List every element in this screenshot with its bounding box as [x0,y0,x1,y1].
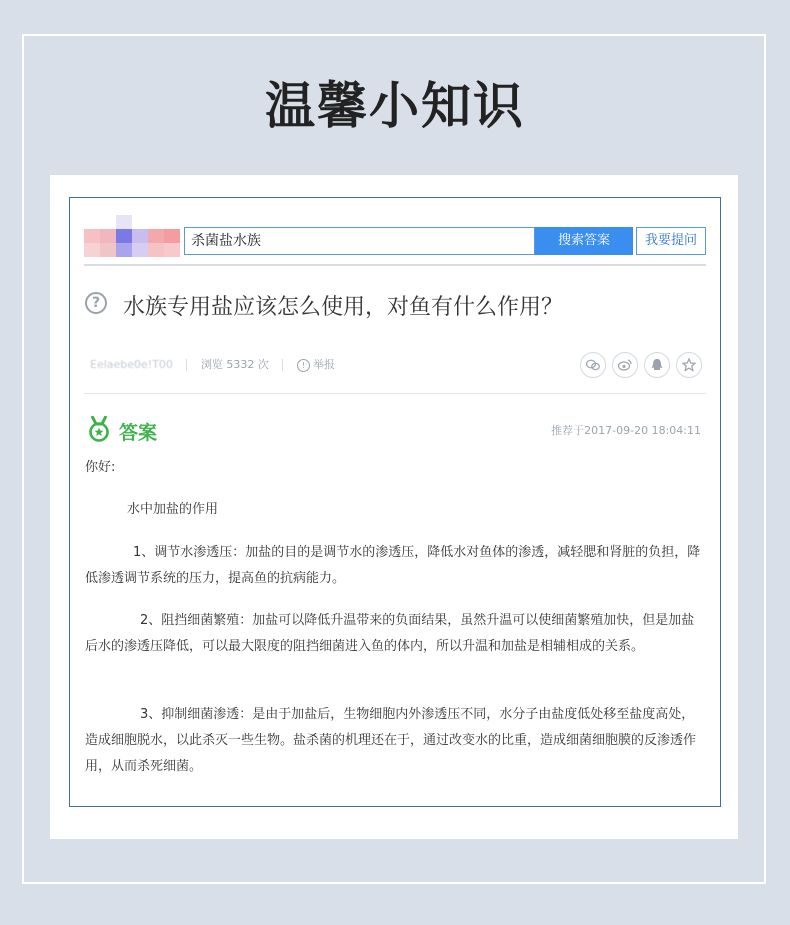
view-count: 浏览 5332 次 [200,358,269,371]
qq-icon[interactable] [644,352,670,378]
answer-paragraph: 1、调节水渗透压：加盐的目的是调节水的渗透压，降低水对鱼体的渗透，减轻腮和肾脏的负担，降低渗透调节系统的压力，提高鱼的抗病能力。 [85,545,701,586]
answer-greeting: 你好: [85,460,116,475]
header-divider [84,264,706,266]
favorite-star-icon[interactable] [676,352,702,378]
question-title: 水族专用盐应该怎么使用，对鱼有什么作用？ [123,295,564,320]
report-icon: ! [297,359,310,372]
answer-paragraph: 水中加盐的作用 [127,502,219,517]
answer-divider [84,393,706,394]
meta-divider [186,359,187,371]
question-meta [90,356,335,372]
medal-icon [88,416,110,442]
report-label: 举报 [312,358,335,371]
search-answer-button[interactable]: 搜索答案 [535,227,633,255]
report-link[interactable] [297,358,335,371]
qa-page-screenshot [69,197,721,807]
weibo-icon[interactable] [612,352,638,378]
ask-question-button[interactable]: 我要提问 [636,227,706,255]
page-title: 温馨小知识 [265,77,525,135]
answer-timestamp: 推荐于2017-09-20 18:04:11 [551,424,701,437]
question-circle-icon: ? [85,292,107,314]
answer-paragraph: 3、抑制细菌渗透：是由于加盐后，生物细胞内外渗透压不同，水分子由盐度低处移至盐度高处，造成细胞脱水，以此杀灭一些生物。盐杀菌的机理还在于，通过改变水的比重，造成细菌细胞膜的反渗透作用，从而杀死细菌。 [85,707,697,774]
answer-label: 答案 [119,422,158,444]
meta-divider [282,359,283,371]
asker-username[interactable]: Eelaebe0e!T00 [90,358,173,371]
search-input[interactable]: 杀菌盐水族 [184,227,535,255]
wechat-icon[interactable] [580,352,606,378]
answer-paragraph: 2、阻挡细菌繁殖：加盐可以降低升温带来的负面结果，虽然升温可以使细菌繁殖加快，但是加盐后水的渗透压降低，可以最大限度的阻挡细菌进入鱼的体内，所以升温和加盐是相辅相成的关系。 [85,613,695,654]
screenshot-card [50,175,738,839]
site-logo [84,215,180,257]
